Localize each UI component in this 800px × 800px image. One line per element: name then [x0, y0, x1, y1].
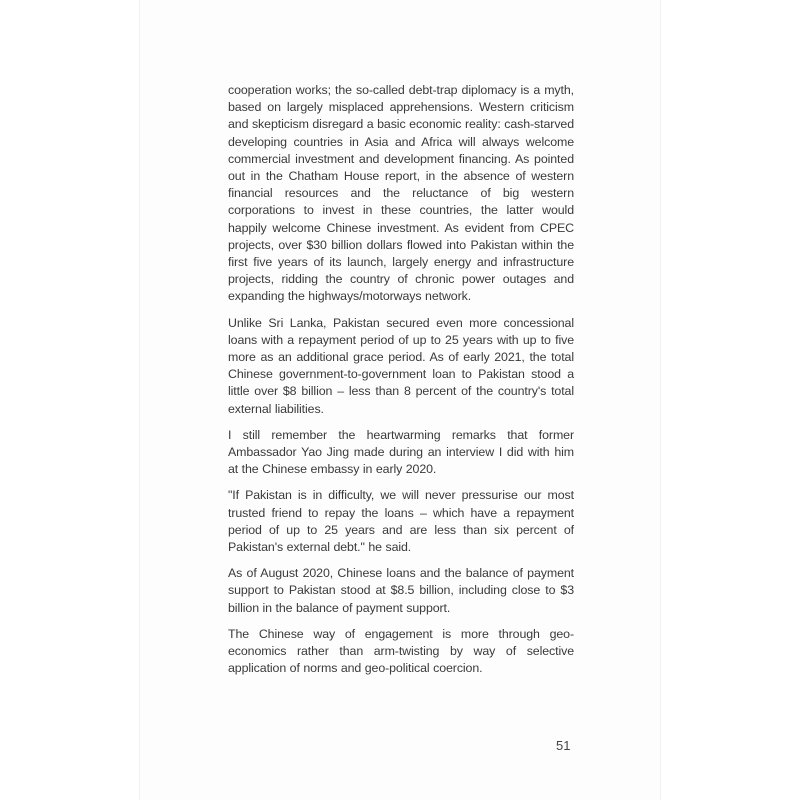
- paragraph: cooperation works; the so-called debt-trap diplomacy is a myth, based on largely misplaced apprehensions. Western criticism and skepticism disregard a basic economic reality: cash-starved developing countries in Asia and Africa will always welcome commercial investment and development financing. As pointed out in the Chatham House report, in the absence of western financial resources and the reluctance of big western corporations to invest in these countries, the latter would happily welcome Chinese investment. As evident from CPEC projects, over $30 billion dollars flowed into Pakistan within the first five years of its launch, largely energy and infrastructure projects, ridding the country of chronic power outages and expanding the highways/motorways network.: [228, 83, 574, 304]
- paragraph: As of August 2020, Chinese loans and the balance of payment support to Pakistan stood at $8.5 billion, including close to $3 billion in the balance of payment support.: [228, 566, 574, 615]
- quote-paragraph: "If Pakistan is in difficulty, we will never pressurise our most trusted friend to repay the loans – which have a repayment period of up to 25 years and are less than six percent of Pakistan's external debt." he said.: [228, 488, 574, 555]
- paragraph: The Chinese way of engagement is more through geo-economics rather than arm-twisting by way of selective application of norms and geo-political coercion.: [228, 626, 574, 676]
- paragraph: Unlike Sri Lanka, Pakistan secured even more concessional loans with a repayment period of up to 25 years with up to five more as an additional grace period. As of early 2021, the total Chinese government-to-government loan to Pakistan stood a little over $8 billion – less than 8 percent of the country's total external liabilities.: [228, 315, 574, 416]
- paragraph: I still remember the heartwarming remarks that former Ambassador Yao Jing made during an interview I did with him at the Chinese embassy in early 2020.: [228, 427, 574, 477]
- page-number: 51: [556, 738, 571, 753]
- body-text: [228, 82, 574, 687]
